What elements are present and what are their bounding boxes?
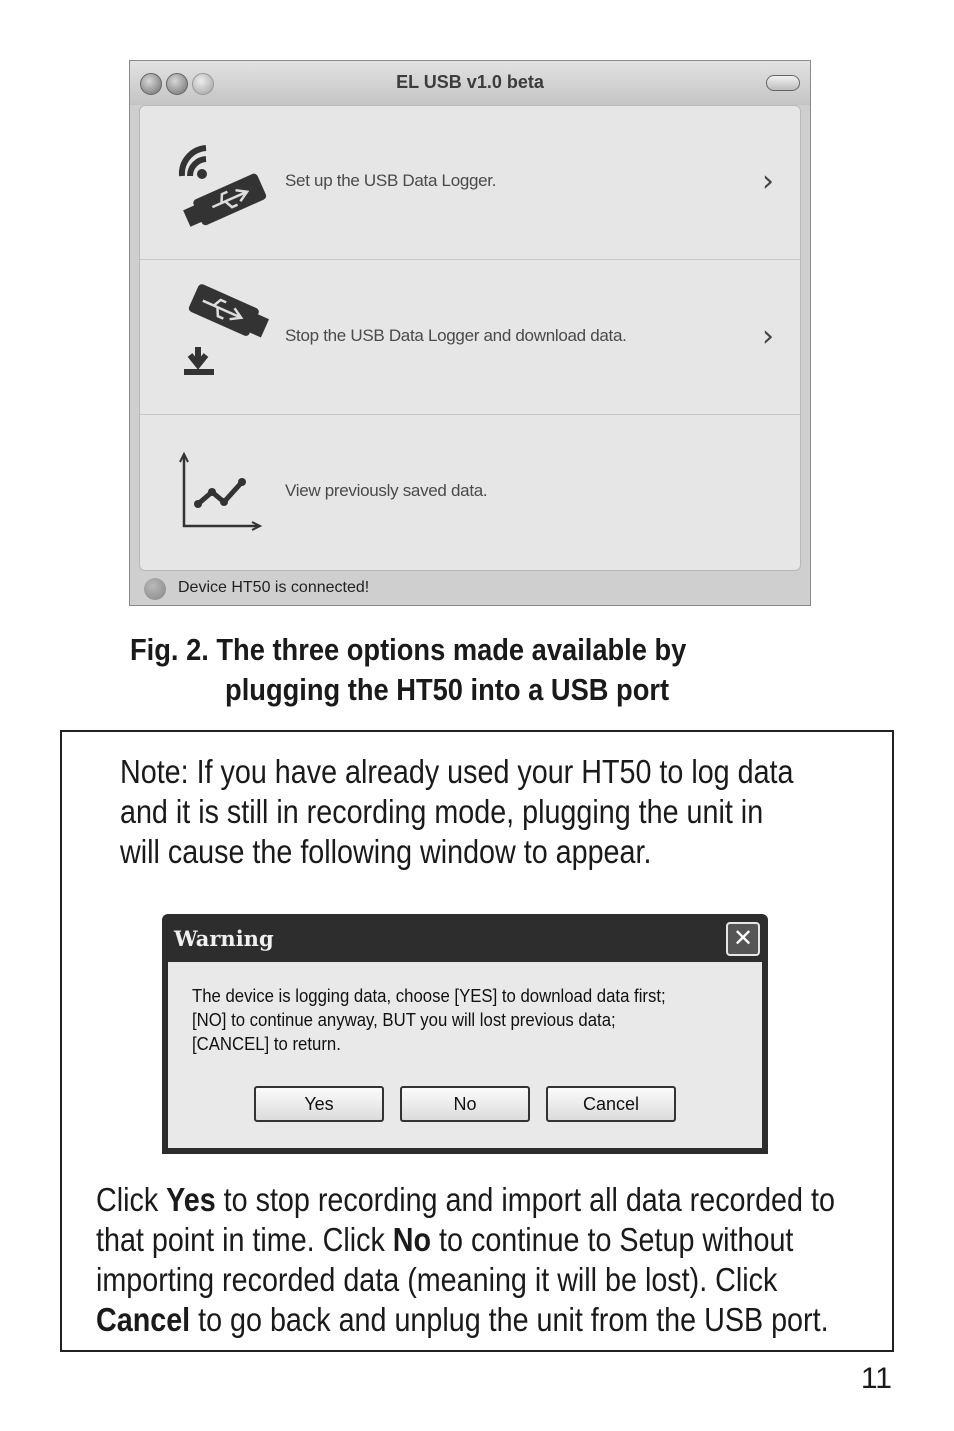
dialog-message: The device is logging data, choose [YES] to download data first; [NO] to continue anyway, BUT you will lost previous data; [CANCEL] to return. [192, 986, 666, 1054]
option-label: View previously saved data. [285, 481, 488, 500]
chevron-right-icon: › [762, 164, 774, 199]
status-indicator-icon [144, 578, 166, 600]
page-number: 11 [860, 1362, 892, 1395]
option-view-saved-data[interactable] [140, 416, 800, 570]
dialog-title: Warning [174, 926, 274, 951]
line-graph-icon [168, 438, 278, 548]
dialog-body [168, 962, 762, 1148]
instructions-paragraph [96, 1180, 879, 1340]
instructions-text: to stop recording and import all data recorded to that point in time. Click [96, 1181, 835, 1258]
instructions-text: to go back and unplug the unit from the USB port. [190, 1301, 829, 1338]
window-title: EL USB v1.0 beta [396, 72, 544, 92]
app-window [129, 60, 811, 606]
caption-line-2: plugging the HT50 into a USB port [225, 672, 670, 707]
option-label: Stop the USB Data Logger and download data. [285, 326, 627, 345]
figure-caption [130, 630, 746, 710]
instructions-text: to continue to Setup without importing recorded data (meaning it will be lost). Click [96, 1221, 794, 1298]
instructions-text: Click [96, 1181, 167, 1218]
close-icon[interactable]: ✕ [726, 922, 760, 956]
cancel-button[interactable]: Cancel [546, 1086, 676, 1122]
toolbar-toggle-button[interactable] [766, 75, 800, 91]
no-button[interactable]: No [400, 1086, 530, 1122]
yes-keyword: Yes [166, 1181, 216, 1218]
chevron-right-icon: › [762, 319, 774, 354]
no-keyword: No [392, 1221, 432, 1258]
yes-button[interactable]: Yes [254, 1086, 384, 1122]
note-box [60, 730, 894, 1352]
usb-wireless-icon [168, 128, 278, 238]
option-label: Set up the USB Data Logger. [285, 171, 497, 190]
option-setup-logger[interactable] [140, 106, 800, 260]
caption-line-1: Fig. 2. The three options made available by [130, 632, 687, 667]
usb-download-icon [168, 283, 278, 393]
warning-dialog [162, 914, 768, 1154]
cancel-keyword: Cancel [96, 1301, 191, 1338]
note-text: Note: If you have already used your HT50 to log data and it is still in recording mode, plugging the unit in will cause the following window to appear. [120, 753, 794, 870]
status-bar [130, 571, 810, 605]
title-bar [130, 61, 810, 105]
options-panel [139, 105, 801, 571]
option-stop-and-download[interactable] [140, 261, 800, 415]
status-text: Device HT50 is connected! [178, 579, 370, 596]
